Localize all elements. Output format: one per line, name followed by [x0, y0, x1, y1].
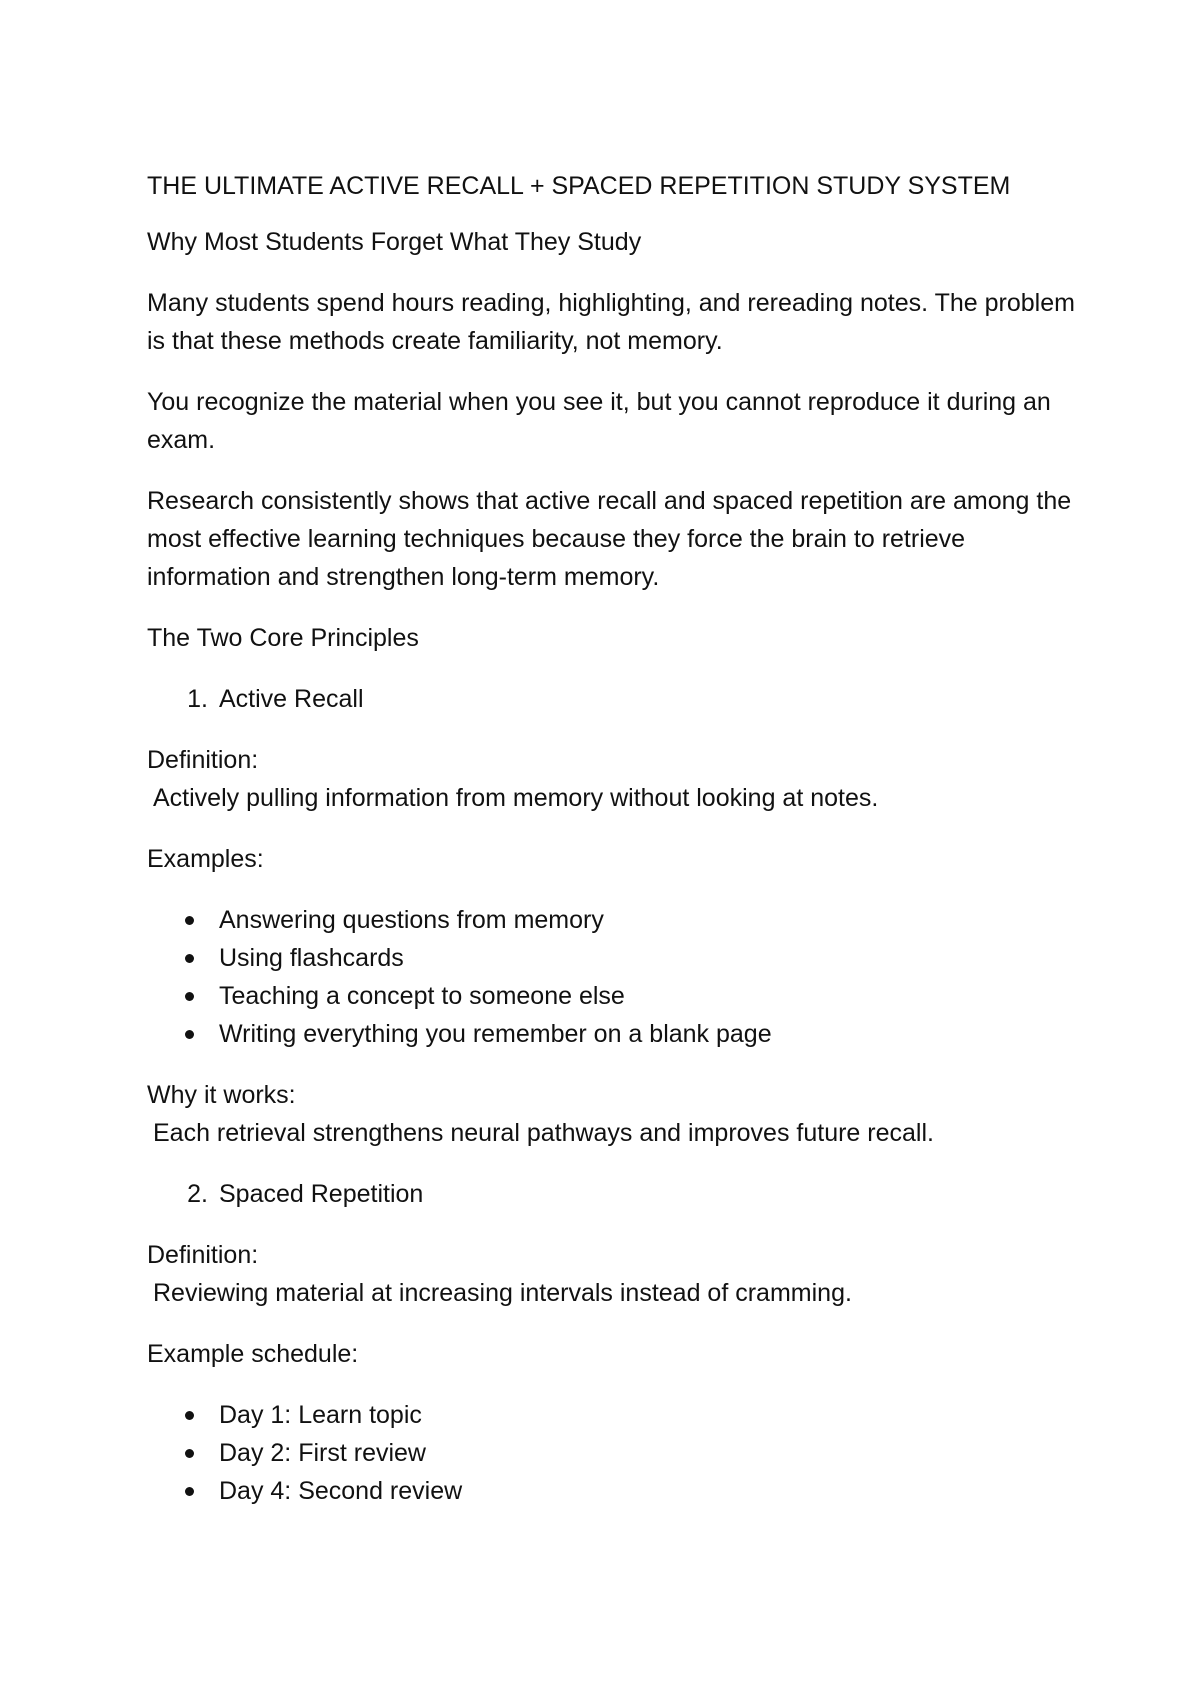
paragraph-recognize: You recognize the material when you see it, but you cannot reproduce it during an exam.: [147, 388, 1051, 454]
list-item-text: Day 4: Second review: [219, 1477, 463, 1505]
examples-label: Examples:: [147, 845, 264, 873]
bullet-icon: [185, 916, 194, 925]
bullet-icon: [185, 1449, 194, 1458]
list-item: [147, 1472, 1077, 1510]
list-item: [147, 1396, 1077, 1434]
section-spaced-repetition-heading: [147, 1175, 1077, 1213]
spaced-repetition-definition: [147, 1236, 1077, 1312]
why-text: Each retrieval strengthens neural pathways and improves future recall.: [153, 1119, 934, 1147]
why-it-works: [147, 1076, 1077, 1152]
section-title: Spaced Repetition: [219, 1180, 424, 1208]
schedule-label: Example schedule:: [147, 1340, 359, 1368]
list-item-text: Day 1: Learn topic: [219, 1401, 422, 1429]
heading-why-students-forget: Why Most Students Forget What They Study: [147, 228, 642, 256]
examples-list: [147, 901, 1077, 1053]
section-active-recall-heading: [147, 680, 1077, 718]
list-item: [147, 1434, 1077, 1472]
list-item: [147, 977, 1077, 1015]
section-number: 2.: [187, 1180, 208, 1208]
list-item-text: Answering questions from memory: [219, 906, 604, 934]
list-item-text: Teaching a concept to someone else: [219, 982, 625, 1010]
definition-text: Actively pulling information from memory without looking at notes.: [153, 784, 879, 812]
why-label: Why it works:: [147, 1081, 296, 1109]
paragraph-research: Research consistently shows that active recall and spaced repetition are among the most effective learning techniques because they force the brain to retrieve information and strengthen long-term memory.: [147, 487, 1072, 591]
definition-label: Definition:: [147, 1241, 259, 1269]
bullet-icon: [185, 1030, 194, 1039]
bullet-icon: [185, 1411, 194, 1420]
definition-text: Reviewing material at increasing intervals instead of cramming.: [153, 1279, 852, 1307]
list-item: [147, 901, 1077, 939]
list-item-text: Writing everything you remember on a blank page: [219, 1020, 772, 1048]
document-body: [147, 167, 1077, 1533]
list-item: [147, 939, 1077, 977]
definition-label: Definition:: [147, 746, 259, 774]
document-title: THE ULTIMATE ACTIVE RECALL + SPACED REPETITION STUDY SYSTEM: [147, 172, 1011, 200]
bullet-icon: [185, 1487, 194, 1496]
list-item-text: Day 2: First review: [219, 1439, 426, 1467]
active-recall-definition: [147, 741, 1077, 817]
paragraph-familiarity: Many students spend hours reading, highlighting, and rereading notes. The problem is that these methods create familiarity, not memory.: [147, 289, 1075, 355]
list-item: [147, 1015, 1077, 1053]
section-title: Active Recall: [219, 685, 364, 713]
bullet-icon: [185, 954, 194, 963]
schedule-list: [147, 1396, 1077, 1510]
heading-core-principles: The Two Core Principles: [147, 624, 419, 652]
section-number: 1.: [187, 685, 208, 713]
bullet-icon: [185, 992, 194, 1001]
list-item-text: Using flashcards: [219, 944, 404, 972]
